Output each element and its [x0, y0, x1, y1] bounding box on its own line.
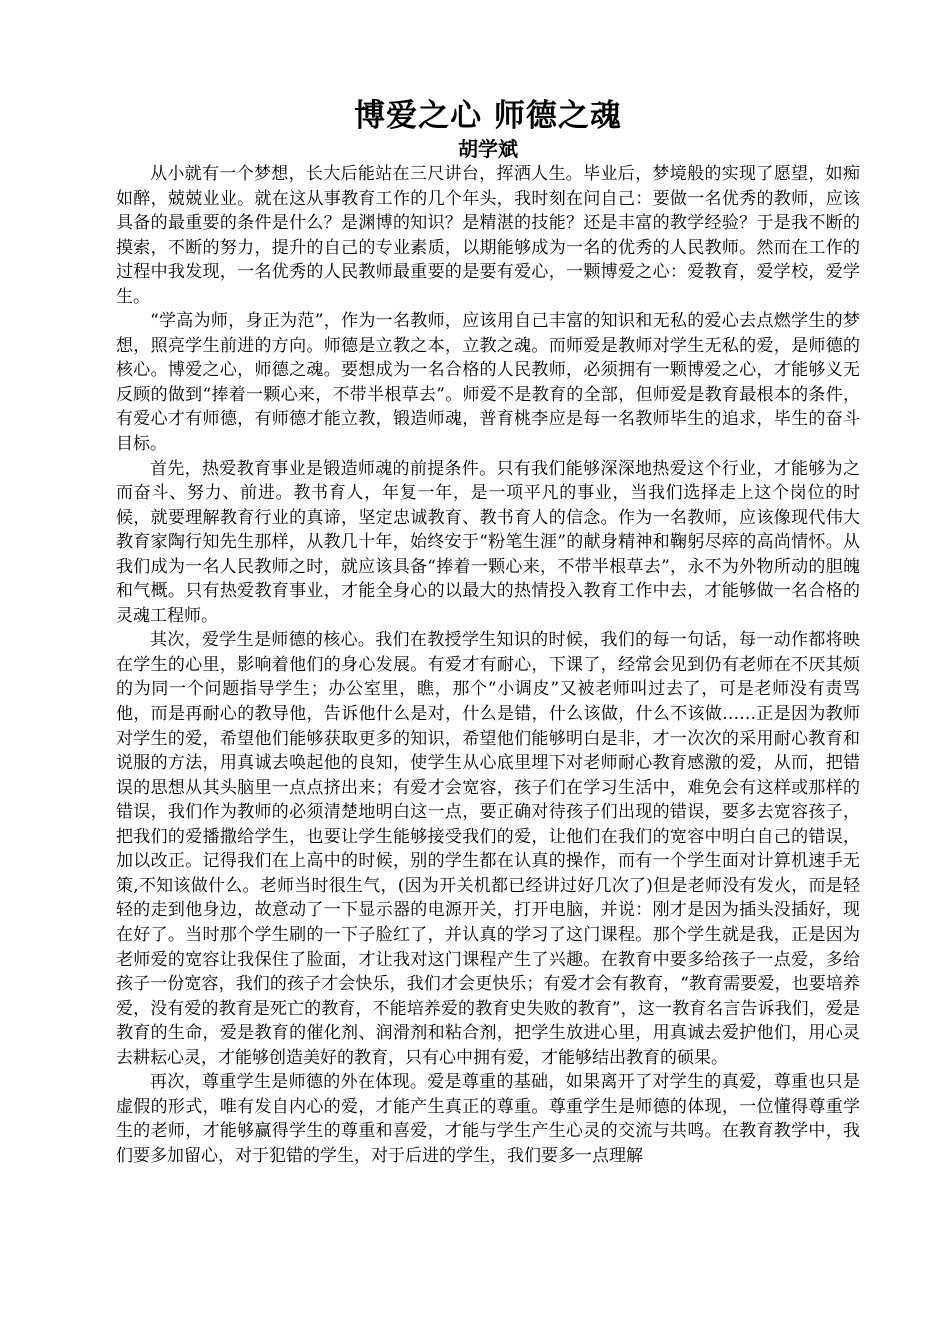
paragraph: 再次，尊重学生是师德的外在体现。爱是尊重的基础，如果离开了对学生的真爱，尊重也只是虚假的形式，唯有发自内心的爱，才能产生真正的尊重。尊重学生是师德的体现，一位懂得尊重学生的老师，才能够赢得学生的尊重和喜爱，才能与学生产生心灵的交流与共鸣。在教育教学中，我们要多加留心，对于犯错的学生，对于后进的学生，我们要多一点理解: [116, 1072, 860, 1166]
document-author: 胡学斌: [458, 137, 518, 161]
document-page: [116, 96, 860, 1168]
paragraph: “学高为师，身正为范”，作为一名教师，应该用自己丰富的知识和无私的爱心去点燃学生的梦想，照亮学生前进的方向。师德是立教之本，立教之魂。而师爱是教师对学生无私的爱，是师德的核心。博爱之心，师德之魂。要想成为一名合格的人民教师，必须拥有一颗博爱之心，才能够义无反顾的做到“捧着一颗心来，不带半根草去”。师爱不是教育的全部，但师爱是教育最根本的条件，有爱心才有师德，有师德才能立教，锻造师魂，普育桃李应是每一名教师毕生的追求，毕生的奋斗目标。: [116, 311, 860, 455]
paragraph: 首先，热爱教育事业是锻造师魂的前提条件。只有我们能够深深地热爱这个行业，才能够为之而奋斗、努力、前进。教书育人，年复一年，是一项平凡的事业，当我们选择走上这个岗位的时候，就要理解教育行业的真谛，坚定忠诚教育、教书育人的信念。作为一名教师，应该像现代伟大教育家陶行知先生那样，从教几十年，始终安于“粉笔生涯”的献身精神和鞠躬尽瘁的高尚情怀。从我们成为一名人民教师之时，就应该具备“捧着一颗心来，不带半根草去”，永不为外物所动的胆魄和气概。只有热爱教育事业，才能全身心的以最大的热情投入教育工作中去，才能够做一名合格的灵魂工程师。: [116, 458, 860, 626]
paragraph: 从小就有一个梦想，长大后能站在三尺讲台，挥洒人生。毕业后，梦境般的实现了愿望，如痴如醉，兢兢业业。就在这从事教育工作的几个年头，我时刻在问自己：要做一名优秀的教师，应该具备的最重要的条件是什么？是渊博的知识？是精湛的技能？还是丰富的教学经验？于是我不断的摸索，不断的努力，提升的自己的专业素质，以期能够成为一名的优秀的人民教师。然而在工作的过程中我发现，一名优秀的人民教师最重要的是要有爱心，一颗博爱之心：爱教育，爱学校，爱学生。: [116, 164, 860, 307]
paragraph: 其次，爱学生是师德的核心。我们在教授学生知识的时候，我们的每一句话，每一动作都将映在学生的心里，影响着他们的身心发展。有爱才有耐心，下课了，经常会见到仍有老师在不厌其烦的为同一个问题指导学生；办公室里，瞧，那个“小调皮”又被老师叫过去了，可是老师没有责骂他，而是再耐心的教导他，告诉他什么是对，什么是错，什么该做，什么不该做……正是因为教师对学生的爱，希望他们能够获取更多的知识，希望他们能够明白是非，才一次次的采用耐心教育和说服的方法，用真诚去唤起他的良知，使学生从心底里埋下对老师耐心教育感激的爱，从而，把错误的思想从其头脑里一点点挤出来；有爱才会宽容，孩子们在学习生活中，难免会有这样或那样的错误，我们作为教师的必须清楚地明白这一点，要正确对待孩子们出现的错误，要多去宽容孩子，把我们的爱播撒给学生，也要让学生能够接受我们的爱，让他们在我们的宽容中明白自己的错误，加以改正。记得我们在上高中的时候，别的学生都在认真的操作，而有一个学生面对计算机速手无策,不知该做什么。老师当时很生气，(因为开关机都已经讲过好几次了)但是老师没有发火，而是轻轻的走到他身边，故意动了一下显示器的电源开关，打开电脑，并说：刚才是因为插头没插好，现在好了。当时那个学生刷的一下子脸红了，并认真的学习了这门课程。那个学生就是我，正是因为老师爱的宽容让我保住了脸面，才让我对这门课程产生了兴趣。在教育中要多给孩子一点爱，多给孩子一份宽容，我们的孩子才会快乐，我们才会更快乐；有爱才会有教育，“教育需要爱，也要培养爱，没有爱的教育是死亡的教育，不能培养爱的教育史失败的教育”，这一教育名言告诉我们，爱是教育的生命，爱是教育的催化剂、润滑剂和粘合剂，把学生放进心里，用真诚去爱护他们，用心灵去耕耘心灵，才能够创造美好的教育，只有心中拥有爱，才能够结出教育的硕果。: [116, 630, 860, 1068]
document-title: 博爱之心 师德之魂: [354, 98, 622, 134]
